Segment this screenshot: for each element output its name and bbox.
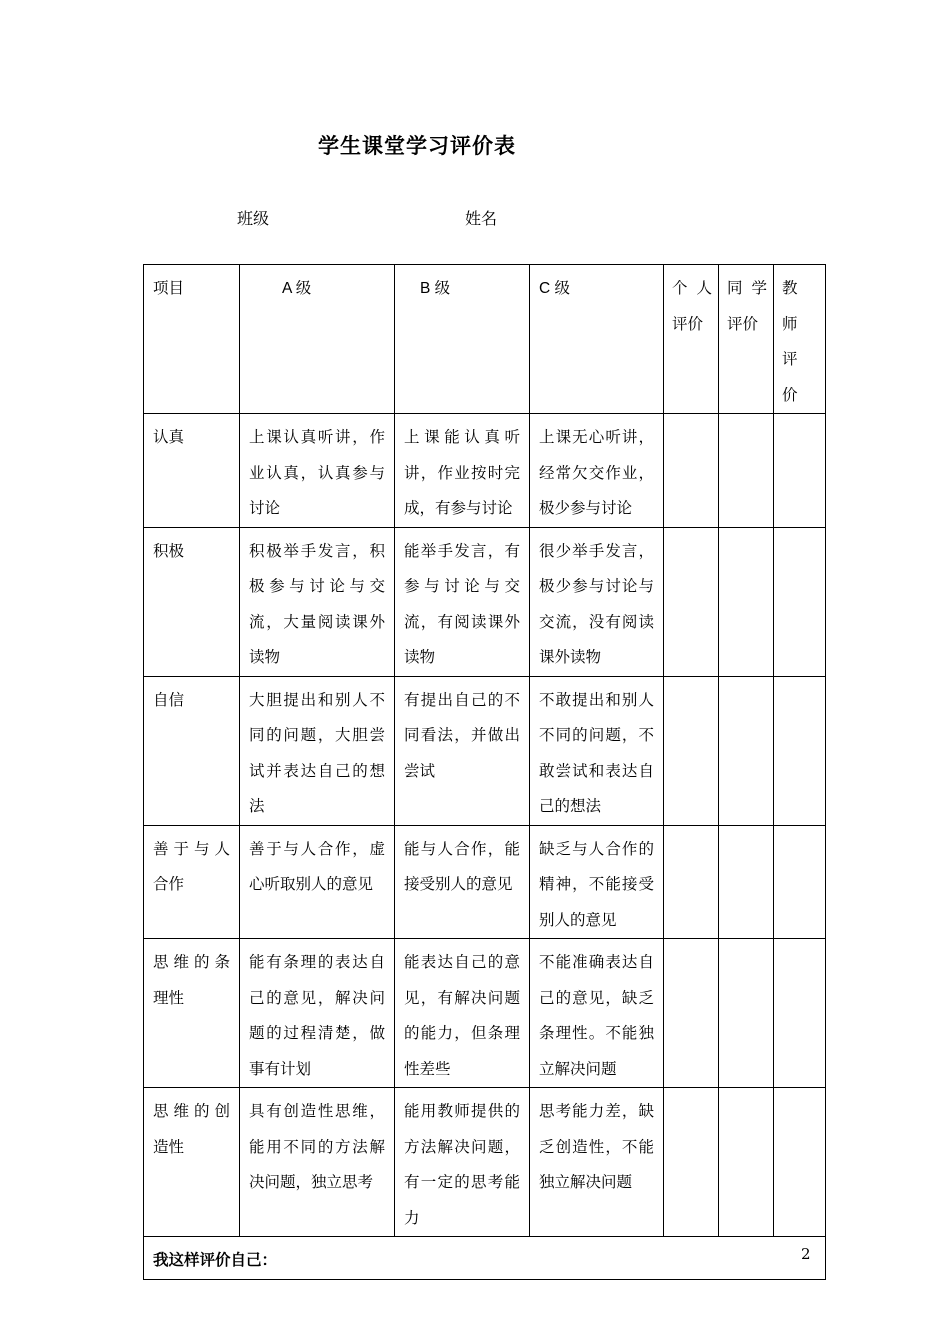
teacher-score-cell[interactable] bbox=[774, 414, 826, 528]
teacher-score-cell[interactable] bbox=[774, 1088, 826, 1237]
row-c: 不敢提出和别人不同的问题，不敢尝试和表达自己的想法 bbox=[530, 676, 664, 825]
row-a: 具有创造性思维，能用不同的方法解决问题，独立思考 bbox=[240, 1088, 395, 1237]
header-peer: 同 学 评价 bbox=[719, 265, 774, 414]
self-score-cell[interactable] bbox=[664, 1088, 719, 1237]
peer-score-cell[interactable] bbox=[719, 414, 774, 528]
header-teacher: 教 师 评 价 bbox=[774, 265, 826, 414]
header-self: 个 人 评价 bbox=[664, 265, 719, 414]
table-row bbox=[144, 414, 826, 528]
self-score-cell[interactable] bbox=[664, 825, 719, 939]
row-c: 上课无心听讲，经常欠交作业，极少参与讨论 bbox=[530, 414, 664, 528]
table-header-row bbox=[144, 265, 826, 414]
row-item: 认真 bbox=[144, 414, 240, 528]
peer-score-cell[interactable] bbox=[719, 825, 774, 939]
name-label: 姓名 bbox=[465, 209, 498, 228]
row-item: 自信 bbox=[144, 676, 240, 825]
self-evaluation-label[interactable]: 我这样评价自己： bbox=[144, 1237, 826, 1280]
peer-score-cell[interactable] bbox=[719, 527, 774, 676]
table-row bbox=[144, 825, 826, 939]
peer-score-cell[interactable] bbox=[719, 676, 774, 825]
row-item: 善于与人合作 bbox=[144, 825, 240, 939]
teacher-score-cell[interactable] bbox=[774, 676, 826, 825]
peer-score-cell[interactable] bbox=[719, 1088, 774, 1237]
class-label: 班级 bbox=[237, 209, 270, 228]
self-score-cell[interactable] bbox=[664, 939, 719, 1088]
row-b: 能用教师提供的方法解决问题，有一定的思考能力 bbox=[395, 1088, 530, 1237]
peer-score-cell[interactable] bbox=[719, 939, 774, 1088]
row-c: 不能准确表达自己的意见，缺乏条理性。不能独立解决问题 bbox=[530, 939, 664, 1088]
table-row bbox=[144, 1088, 826, 1237]
row-a: 积极举手发言，积极参与讨论与交流，大量阅读课外读物 bbox=[240, 527, 395, 676]
row-c: 缺乏与人合作的精神，不能接受别人的意见 bbox=[530, 825, 664, 939]
header-a: A 级 bbox=[240, 265, 395, 414]
self-score-cell[interactable] bbox=[664, 527, 719, 676]
row-c: 很少举手发言，极少参与讨论与交流，没有阅读课外读物 bbox=[530, 527, 664, 676]
row-item: 思维的条理性 bbox=[144, 939, 240, 1088]
table-row bbox=[144, 527, 826, 676]
page-title: 学生课堂学习评价表 bbox=[318, 134, 516, 158]
row-b: 有提出自己的不同看法，并做出尝试 bbox=[395, 676, 530, 825]
self-score-cell[interactable] bbox=[664, 676, 719, 825]
table-row bbox=[144, 676, 826, 825]
teacher-score-cell[interactable] bbox=[774, 527, 826, 676]
self-score-cell[interactable] bbox=[664, 414, 719, 528]
page-number: 2 bbox=[801, 1245, 811, 1263]
table-row bbox=[144, 939, 826, 1088]
row-b: 能表达自己的意见，有解决问题的能力，但条理性差些 bbox=[395, 939, 530, 1088]
row-b: 上课能认真听讲，作业按时完成，有参与讨论 bbox=[395, 414, 530, 528]
evaluation-table bbox=[143, 264, 826, 1280]
header-c: C 级 bbox=[530, 265, 664, 414]
row-a: 善于与人合作，虚心听取别人的意见 bbox=[240, 825, 395, 939]
self-evaluation-row bbox=[144, 1237, 826, 1280]
row-a: 能有条理的表达自己的意见，解决问题的过程清楚，做事有计划 bbox=[240, 939, 395, 1088]
row-b: 能举手发言，有参与讨论与交流，有阅读课外读物 bbox=[395, 527, 530, 676]
row-a: 上课认真听讲，作业认真，认真参与讨论 bbox=[240, 414, 395, 528]
row-item: 积极 bbox=[144, 527, 240, 676]
teacher-score-cell[interactable] bbox=[774, 825, 826, 939]
header-b: B 级 bbox=[395, 265, 530, 414]
row-b: 能与人合作，能接受别人的意见 bbox=[395, 825, 530, 939]
row-c: 思考能力差，缺乏创造性，不能独立解决问题 bbox=[530, 1088, 664, 1237]
header-item: 项目 bbox=[144, 265, 240, 414]
row-item: 思维的创造性 bbox=[144, 1088, 240, 1237]
teacher-score-cell[interactable] bbox=[774, 939, 826, 1088]
row-a: 大胆提出和别人不同的问题，大胆尝试并表达自己的想法 bbox=[240, 676, 395, 825]
